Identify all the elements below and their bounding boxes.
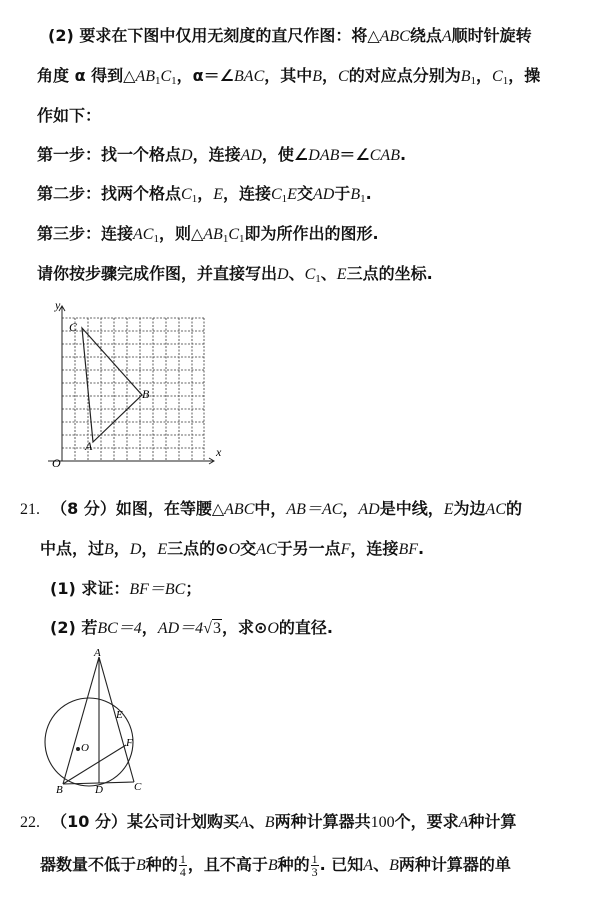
circle-figure	[30, 645, 160, 800]
point-b-label: B	[142, 387, 150, 401]
label-b: B	[56, 784, 63, 796]
sqrt-symbol: √3	[203, 620, 221, 637]
x-axis-label: x	[216, 445, 222, 459]
q21-part1: (1) 求证：BF＝BC；	[50, 579, 202, 598]
label-o: O	[81, 742, 89, 754]
q21-number: 21.	[20, 501, 40, 518]
q21-line2: 中点，过B，D，E三点的⊙O交AC于另一点F，连接BF.	[40, 539, 425, 558]
q22-line1: 22. （10 分）某公司计划购买A、B两种计算器共100个，要求A种计算	[20, 812, 517, 831]
origin-label: O	[52, 456, 61, 470]
part2-line3: 作如下：	[37, 106, 102, 125]
point-a-label: A	[85, 439, 93, 453]
label-e: E	[116, 709, 123, 721]
q21-line1: 21. （8 分）如图，在等腰△ABC中，AB＝AC，AD是中线，E为边AC的	[20, 499, 523, 518]
part2-line1: (2) 要求在下图中仅用无刻度的直尺作图：将△ABC绕点A顺时针旋转	[48, 26, 532, 45]
q21-part2: (2) 若BC＝4，AD＝4√3，求⊙O的直径.	[50, 618, 334, 637]
grid-figure	[38, 296, 228, 478]
triangle-abc	[82, 328, 142, 442]
step3-line: 第三步：连接$AC_1$，则$\triangle AB_1C_1$即为所作出的图形.	[37, 224, 379, 245]
ask-line: 请你按步骤完成作图，并直接写出D、$C_1$、E三点的坐标.	[37, 264, 433, 285]
fraction-one-quarter: $\frac{1}{4}$	[179, 852, 186, 879]
fraction-one-third: $\frac{1}{3}$	[311, 852, 318, 879]
label-a: A	[94, 647, 101, 659]
part2-line2: 角度 α 得到$\triangle AB_1C_1$，α＝∠BAC，其中B，C的对应点分别为$B_1$，$C_1$，操	[37, 66, 541, 87]
label-f: F	[126, 737, 133, 749]
step2-line: 第二步：找两个格点$C_1$，E，连接$C_1E$交AD于$B_1$.	[37, 184, 372, 205]
label-d: D	[95, 784, 103, 796]
y-axis-label: y	[55, 298, 61, 312]
q22-line2: 器数量不低于B种的 $\frac{1}{4}$ ，且不高于B种的 $\frac{1}{3}$ . 已知A、B两种计算器的单	[40, 852, 511, 879]
step1-line: 第一步：找一个格点D，连接AD，使∠DAB＝∠CAB.	[37, 145, 407, 164]
center-o-dot	[76, 747, 80, 751]
q22-number: 22.	[20, 814, 40, 831]
point-c-label: C	[69, 320, 78, 334]
label-c: C	[134, 781, 142, 793]
